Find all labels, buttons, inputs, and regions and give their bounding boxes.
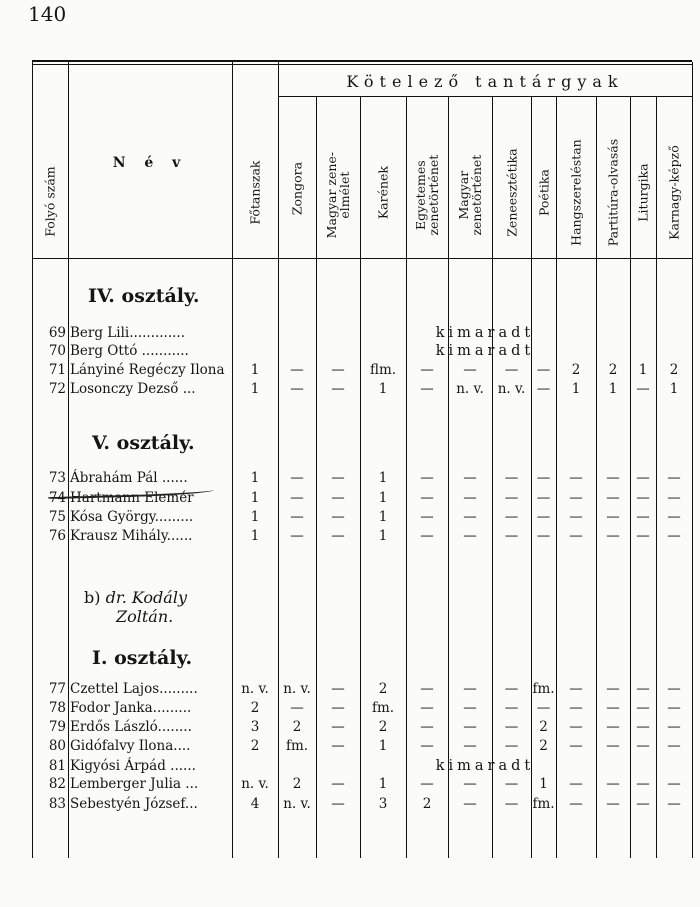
table-row: [0, 470, 700, 488]
grade-cell: —: [504, 776, 519, 792]
grade-cell: —: [569, 700, 583, 716]
grade-cell: 3: [250, 719, 260, 735]
student-name: Berg Ottó ...........: [70, 343, 189, 359]
folyo-szam-header: Folyó szám: [42, 166, 58, 237]
grade-cell: —: [667, 509, 681, 525]
grade-cell: —: [636, 776, 650, 792]
grade-cell: —: [636, 719, 650, 735]
student-name: Kósa György.........: [70, 509, 194, 525]
grade-cell: —: [463, 681, 477, 697]
grade-cell: 1: [669, 381, 679, 397]
grade-cell: —: [463, 738, 477, 754]
row-number: 75: [48, 509, 66, 525]
kodaly-label-2: Zoltán.: [116, 607, 174, 626]
grade-cell: —: [636, 700, 650, 716]
grade-cell: —: [504, 509, 519, 525]
table-row: [0, 719, 700, 737]
grade-cell: —: [667, 490, 681, 506]
grade-cell: 2: [539, 738, 548, 754]
subject-header: Zeneesztétika: [503, 148, 519, 237]
kimaradt-note: kimaradt: [435, 325, 535, 341]
grade-cell: —: [290, 470, 304, 486]
grade-cell: 1: [378, 738, 388, 754]
grade-cell: —: [331, 700, 345, 716]
row-number: 70: [48, 343, 66, 359]
row-number: 76: [48, 528, 66, 544]
grade-cell: —: [420, 362, 434, 378]
grade-cell: —: [420, 490, 434, 506]
grade-cell: —: [536, 362, 551, 378]
grade-cell: 1: [378, 381, 388, 397]
grade-cell: 1: [378, 490, 388, 506]
grade-cell: —: [569, 776, 583, 792]
grade-cell: —: [420, 528, 434, 544]
grade-cell: —: [290, 509, 304, 525]
grade-cell: 1: [250, 490, 260, 506]
table-row: [0, 700, 700, 718]
grade-cell: —: [536, 700, 551, 716]
grade-cell: —: [331, 719, 345, 735]
grade-cell: —: [420, 681, 434, 697]
table-row: [0, 343, 700, 361]
subject-header: Karének: [375, 165, 391, 220]
kimaradt-note: kimaradt: [435, 343, 535, 359]
table-row: [0, 758, 700, 776]
grade-cell: —: [504, 796, 519, 812]
student-name: Hartmann Elemér: [70, 490, 194, 506]
grade-cell: —: [420, 470, 434, 486]
page-number: 140: [28, 2, 67, 26]
grade-cell: 2: [292, 719, 302, 735]
grade-cell: —: [504, 490, 519, 506]
grade-cell: —: [463, 509, 477, 525]
grade-cell: —: [569, 528, 583, 544]
kodaly-label: [84, 588, 244, 607]
grade-cell: fm.: [532, 796, 555, 812]
grade-cell: —: [504, 700, 519, 716]
grade-cell: —: [569, 738, 583, 754]
grade-cell: n. v.: [456, 381, 484, 397]
student-name: Ábrahám Pál ......: [70, 470, 188, 486]
subject-header: Hangszereléstan: [568, 139, 584, 246]
student-name: Lemberger Julia ...: [70, 776, 199, 792]
grade-cell: 1: [378, 776, 388, 792]
row-number: 81: [48, 758, 66, 774]
row-number: 82: [48, 776, 66, 792]
grade-cell: —: [463, 490, 477, 506]
grade-cell: —: [504, 362, 519, 378]
grade-cell: —: [636, 490, 650, 506]
grade-cell: 1: [250, 381, 260, 397]
grade-cell: —: [504, 528, 519, 544]
grade-cell: —: [636, 738, 650, 754]
row-number: 72: [48, 381, 66, 397]
subject-header: Magyar zene- elmélet: [323, 151, 352, 239]
table-row: [0, 325, 700, 343]
grade-cell: —: [331, 528, 345, 544]
grade-cell: —: [290, 528, 304, 544]
grade-cell: flm.: [369, 362, 397, 378]
grade-cell: —: [667, 719, 681, 735]
subject-header: Poétika: [535, 169, 551, 216]
grade-cell: —: [463, 796, 477, 812]
grade-cell: —: [463, 776, 477, 792]
grade-cell: —: [290, 362, 304, 378]
grade-cell: n. v.: [283, 796, 311, 812]
student-name: Czettel Lajos.........: [70, 681, 198, 697]
grade-cell: —: [569, 470, 583, 486]
grade-cell: 2: [422, 796, 432, 812]
student-name: Sebestyén József...: [70, 796, 198, 812]
grade-cell: —: [667, 738, 681, 754]
row-number: 71: [48, 362, 66, 378]
grade-cell: —: [636, 528, 650, 544]
subject-header: Egyetemes zenetörténet: [412, 154, 441, 236]
table-row: [0, 796, 700, 814]
grade-cell: fm.: [371, 700, 395, 716]
grade-cell: 1: [250, 362, 260, 378]
grade-cell: —: [463, 362, 477, 378]
grade-cell: —: [636, 470, 650, 486]
student-name: Krausz Mihály......: [70, 528, 193, 544]
grade-cell: n. v.: [283, 681, 311, 697]
table-row: [0, 738, 700, 756]
table-row: [0, 776, 700, 794]
header-bottom-rule: [32, 258, 692, 259]
grade-cell: —: [606, 681, 620, 697]
grade-cell: n. v.: [497, 381, 526, 397]
grade-cell: 2: [292, 776, 302, 792]
section-v-osztaly: V. osztály.: [92, 432, 195, 454]
grade-cell: —: [420, 509, 434, 525]
grade-cell: —: [331, 362, 345, 378]
grade-cell: —: [420, 719, 434, 735]
grade-cell: —: [606, 528, 620, 544]
table-row: [0, 681, 700, 699]
grade-cell: 2: [378, 681, 388, 697]
grade-cell: —: [569, 719, 583, 735]
grade-cell: —: [606, 509, 620, 525]
row-number: 69: [48, 325, 66, 341]
grade-cell: 3: [378, 796, 388, 812]
grade-cell: —: [606, 700, 620, 716]
grade-cell: —: [331, 490, 345, 506]
subject-header: Karnagy-képző: [666, 145, 682, 240]
grade-cell: —: [667, 796, 681, 812]
student-name: Erdős László........: [70, 719, 192, 735]
table-row: [0, 381, 700, 399]
grade-cell: n. v.: [241, 776, 269, 792]
grade-cell: —: [536, 490, 551, 506]
subject-header: Zongora: [289, 161, 305, 216]
grade-cell: —: [331, 381, 345, 397]
grade-cell: 1: [571, 381, 581, 397]
student-name: Kigyósi Árpád ......: [70, 758, 196, 774]
grade-cell: —: [606, 719, 620, 735]
grade-cell: 1: [638, 362, 648, 378]
grade-cell: —: [606, 796, 620, 812]
grade-cell: 2: [608, 362, 618, 378]
grade-cell: 2: [669, 362, 679, 378]
subject-header: Magyar zenetörténet: [455, 154, 484, 236]
grade-cell: —: [636, 509, 650, 525]
grade-cell: 1: [378, 528, 388, 544]
grade-cell: —: [463, 719, 477, 735]
grade-cell: —: [504, 719, 519, 735]
grade-cell: —: [463, 700, 477, 716]
grade-cell: —: [331, 509, 345, 525]
grade-cell: —: [290, 490, 304, 506]
grade-cell: 2: [571, 362, 581, 378]
row-number: 78: [48, 700, 66, 716]
subject-header: Partitúra-olvasás: [605, 138, 621, 247]
grade-cell: fm.: [285, 738, 309, 754]
student-name: Lányiné Regéczy Ilona: [70, 362, 225, 378]
nev-header: N é v: [112, 155, 188, 171]
grade-cell: 1: [250, 470, 260, 486]
grade-cell: —: [667, 528, 681, 544]
grade-cell: —: [504, 738, 519, 754]
grade-cell: —: [420, 776, 434, 792]
grade-cell: —: [667, 681, 681, 697]
table-row: [0, 362, 700, 380]
row-number: 74: [48, 490, 66, 506]
kimaradt-note: kimaradt: [435, 758, 535, 774]
grade-cell: —: [636, 381, 650, 397]
grade-cell: —: [636, 681, 650, 697]
row-number: 80: [48, 738, 66, 754]
grade-cell: —: [569, 796, 583, 812]
subject-header: Liturgika: [635, 163, 651, 222]
grade-cell: —: [536, 381, 551, 397]
grade-cell: —: [606, 776, 620, 792]
grade-cell: —: [606, 470, 620, 486]
section-iv-osztaly: IV. osztály.: [88, 285, 200, 307]
grade-cell: fm.: [532, 681, 555, 697]
grade-cell: —: [569, 490, 583, 506]
grade-cell: —: [667, 776, 681, 792]
grade-cell: —: [536, 470, 551, 486]
grade-cell: —: [331, 470, 345, 486]
grade-cell: 2: [250, 700, 260, 716]
top-rule-2: [32, 64, 692, 65]
grade-cell: —: [331, 776, 345, 792]
student-name: Gidófalvy Ilona....: [70, 738, 191, 754]
grade-cell: 1: [250, 528, 260, 544]
grade-cell: 1: [250, 509, 260, 525]
grade-cell: —: [536, 509, 551, 525]
grade-cell: —: [569, 681, 583, 697]
table-row: [0, 528, 700, 546]
subject-header: Főtanszak: [247, 160, 263, 225]
grade-cell: —: [463, 470, 477, 486]
row-number: 79: [48, 719, 66, 735]
grade-cell: 2: [250, 738, 260, 754]
grade-cell: —: [420, 738, 434, 754]
grade-cell: —: [463, 528, 477, 544]
student-name: Berg Lili.............: [70, 325, 186, 341]
grade-cell: —: [606, 738, 620, 754]
grade-cell: —: [420, 700, 434, 716]
student-name: Fodor Janka.........: [70, 700, 192, 716]
grade-cell: —: [636, 796, 650, 812]
grade-cell: —: [331, 738, 345, 754]
grade-cell: 2: [378, 719, 388, 735]
grade-cell: —: [290, 700, 304, 716]
grade-cell: —: [606, 490, 620, 506]
kodaly-name: dr. Kodály: [105, 588, 187, 607]
kodaly-b: b): [84, 588, 101, 607]
grade-cell: —: [420, 381, 434, 397]
grade-cell: —: [504, 470, 519, 486]
grade-cell: 1: [378, 470, 388, 486]
grade-cell: —: [536, 528, 551, 544]
row-number: 73: [48, 470, 66, 486]
student-name: Losonczy Dezső ...: [70, 381, 196, 397]
grade-cell: 2: [539, 719, 548, 735]
section-i-osztaly: I. osztály.: [92, 647, 193, 669]
top-rule: [32, 60, 692, 62]
table-row: [0, 509, 700, 527]
row-number: 83: [48, 796, 66, 812]
grade-cell: —: [569, 509, 583, 525]
kotelezo-tantargyak-header: Kötelező tantárgyak: [346, 72, 624, 91]
grade-cell: —: [667, 700, 681, 716]
grade-cell: —: [331, 681, 345, 697]
grade-cell: 1: [608, 381, 618, 397]
grade-cell: n. v.: [241, 681, 269, 697]
grade-cell: —: [667, 470, 681, 486]
grade-cell: 1: [539, 776, 548, 792]
row-number: 77: [48, 681, 66, 697]
grade-cell: 4: [250, 796, 260, 812]
grade-cell: —: [290, 381, 304, 397]
grade-cell: —: [504, 681, 519, 697]
grade-cell: —: [331, 796, 345, 812]
grade-cell: 1: [378, 509, 388, 525]
